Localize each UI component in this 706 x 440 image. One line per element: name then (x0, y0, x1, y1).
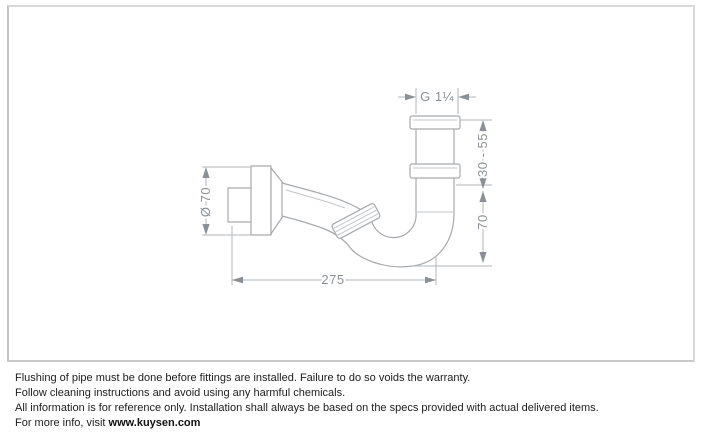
arrow-left-icon (232, 277, 243, 284)
flange-disc (251, 166, 271, 235)
note-line-reference: All information is for reference only. Installation shall always be based on the specs provided with actual delivered items. (15, 402, 599, 414)
footer-notes (15, 371, 691, 431)
flange-cone (271, 168, 283, 234)
arrow-up-icon (479, 120, 486, 131)
arrow-right-icon (425, 277, 436, 284)
arrow-up-icon (479, 191, 486, 202)
top-coupling-nut (410, 116, 460, 129)
dim-thread (398, 88, 476, 114)
diameter-label: Ø 70 (198, 186, 213, 218)
arrow-down-icon (479, 178, 486, 189)
arrow-left-icon (458, 94, 469, 101)
note-line-cleaning: Follow cleaning instructions and avoid using any harmful chemicals. (15, 387, 346, 399)
diagram-frame (7, 5, 695, 362)
note-line-website (15, 416, 691, 431)
trap-tube (282, 122, 454, 267)
website-text: www.kuysen.com (108, 417, 201, 429)
arrow-down-icon (202, 224, 209, 235)
arrow-up-icon (202, 167, 209, 178)
note-line-warranty: Flushing of pipe must be done before fittings are installed. Failure to do so voids the warranty. (15, 372, 471, 384)
trap-body (228, 116, 460, 267)
middle-coupling-nut (410, 164, 460, 178)
height-range-label: 30 - 55 (475, 133, 490, 177)
arrow-right-icon (405, 94, 416, 101)
dim-height-range (456, 120, 492, 189)
thread-label: G 1¼ (420, 89, 454, 104)
trap-technical-drawing (9, 7, 693, 360)
website-prefix: For more info, visit (15, 417, 109, 429)
wall-stub (228, 188, 252, 222)
length-label: 275 (321, 272, 345, 287)
outlet-height-label: 70 (475, 214, 490, 230)
arrow-down-icon (479, 252, 486, 263)
